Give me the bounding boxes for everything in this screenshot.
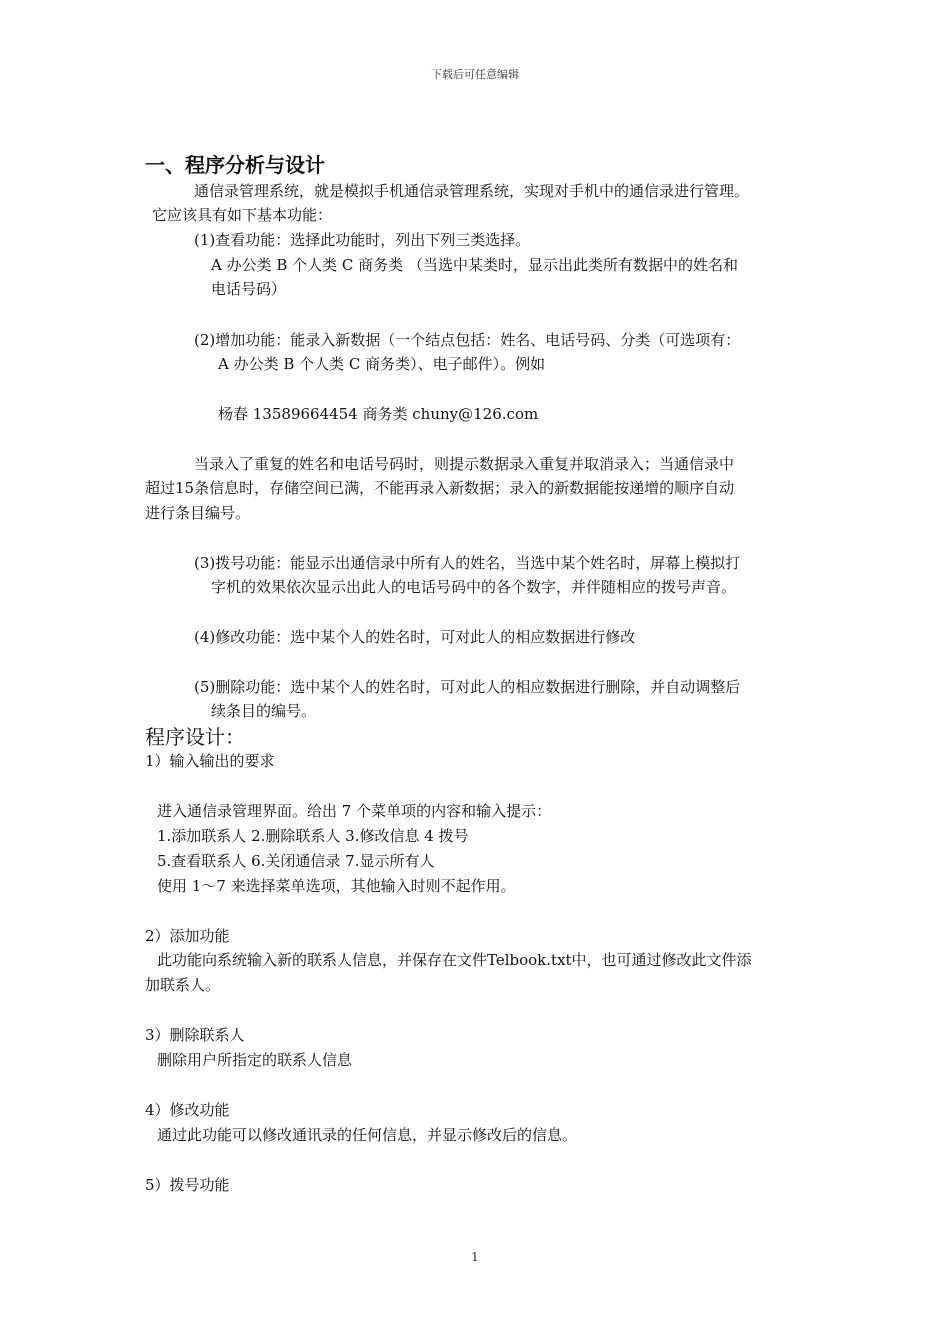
menu-items-line: 5.查看联系人 6.关闭通信录 7.显示所有人 <box>157 852 435 870</box>
subsection-title: 5）拨号功能 <box>145 1176 230 1194</box>
paragraph-line: 当录入了重复的姓名和电话号码时，则提示数据录入重复并取消录入；当通信录中 <box>194 455 735 473</box>
feature-modify-line: (4)修改功能：选中某个人的姓名时，可对此人的相应数据进行修改 <box>194 628 636 646</box>
paragraph-line: 删除用户所指定的联系人信息 <box>157 1051 353 1069</box>
subsection-title: 2）添加功能 <box>145 927 230 945</box>
subsection-title: 3）删除联系人 <box>145 1026 245 1044</box>
feature-view-line: A 办公类 B 个人类 C 商务类 （当选中某类时，显示出此类所有数据中的姓名和 <box>211 256 738 274</box>
subsection-title: 4）修改功能 <box>145 1101 230 1119</box>
paragraph-line: 它应该具有如下基本功能： <box>152 206 333 224</box>
feature-delete-line: (5)删除功能：选中某个人的姓名时，可对此人的相应数据进行删除，并自动调整后 <box>194 678 741 696</box>
paragraph-line: 进入通信录管理界面。给出 7 个菜单项的内容和输入提示： <box>157 802 552 820</box>
feature-view-line: 电话号码） <box>211 280 287 298</box>
paragraph-line: 加联系人。 <box>145 976 221 994</box>
page-header: 下载后可任意编辑 <box>431 68 519 81</box>
menu-items-line: 1.添加联系人 2.删除联系人 3.修改信息 4 拨号 <box>157 827 469 845</box>
paragraph-line: 通过此功能可以修改通讯录的任何信息，并显示修改后的信息。 <box>157 1126 578 1144</box>
page-number: 1 <box>471 1250 479 1264</box>
feature-add-line: (2)增加功能：能录入新数据（一个结点包括：姓名、电话号码、分类（可选项有： <box>194 331 741 349</box>
feature-dial-line: 字机的效果依次显示出此人的电话号码中的各个数字，并伴随相应的拨号声音。 <box>211 578 737 596</box>
feature-dial-line: (3)拨号功能：能显示出通信录中所有人的姓名，当选中某个姓名时，屏幕上模拟打 <box>194 554 741 572</box>
feature-delete-line: 续条目的编号。 <box>211 702 317 720</box>
paragraph-line: 使用 1～7 来选择菜单选项，其他输入时则不起作用。 <box>157 877 516 895</box>
feature-add-line: A 办公类 B 个人类 C 商务类）、电子邮件）。例如 <box>218 355 546 373</box>
paragraph-line: 进行条目编号。 <box>145 504 251 522</box>
section-title: 程序设计： <box>145 725 245 749</box>
feature-view-line: (1)查看功能：选择此功能时，列出下列三类选择。 <box>194 231 531 249</box>
section-title: 一、程序分析与设计 <box>145 153 325 177</box>
subsection-title: 1）输入输出的要求 <box>145 752 275 770</box>
paragraph-line: 通信录管理系统，就是模拟手机通信录管理系统，实现对手机中的通信录进行管理。 <box>194 182 750 200</box>
paragraph-line: 超过15条信息时，存储空间已满，不能再录入新数据；录入的新数据能按递增的顺序自动 <box>145 479 735 497</box>
example-record: 杨春 13589664454 商务类 chuny@126.com <box>218 405 539 423</box>
paragraph-line: 此功能向系统输入新的联系人信息，并保存在文件Telbook.txt中，也可通过修改此文件添 <box>157 951 752 969</box>
